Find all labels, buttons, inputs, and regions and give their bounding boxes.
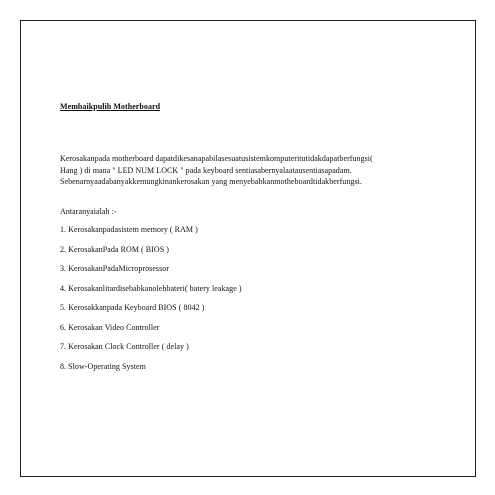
list-item: 2. KerosakanPada ROM ( BIOS ): [60, 244, 169, 254]
list-lead-text: Antaranyaialah :-: [60, 207, 117, 216]
fault-list: [60, 224, 242, 380]
list-item: 8. Slow-Operating System: [60, 361, 146, 371]
intro-line: Sebenarnyaadabanyakkemungkinankerosakan yang menyebabkanmotheboardtidakberfungsi.: [60, 177, 362, 186]
document-page: [20, 20, 476, 477]
list-item: 7. Kerosakan Clock Controller ( delay ): [60, 342, 189, 352]
list-item: 4. Kerosakanlitardisebabkanolehbateri( batery leakage ): [60, 283, 242, 293]
list-item: 1. Kerosakanpadasistem memory ( RAM ): [60, 225, 198, 234]
list-item: 6. Kerosakan Video Controller: [60, 322, 160, 332]
list-item: 5. Kerosakkanpada Keyboard BIOS ( 8042 ): [60, 303, 205, 313]
intro-paragraph: [60, 153, 470, 188]
intro-line: Kerosakanpada motherboard dapatdikesanapabilasesuatusistemkomputeritutidakdapatberfungsi(: [60, 154, 373, 163]
list-item: 3. KerosakanPadaMicroprosessor: [60, 264, 170, 274]
intro-line: Hang ) di mana " LED NUM LOCK " pada keyboard sentiasabernyalaatausentiasapadam.: [60, 165, 352, 175]
document-title: Membaikpulih Motherboard: [60, 102, 161, 111]
